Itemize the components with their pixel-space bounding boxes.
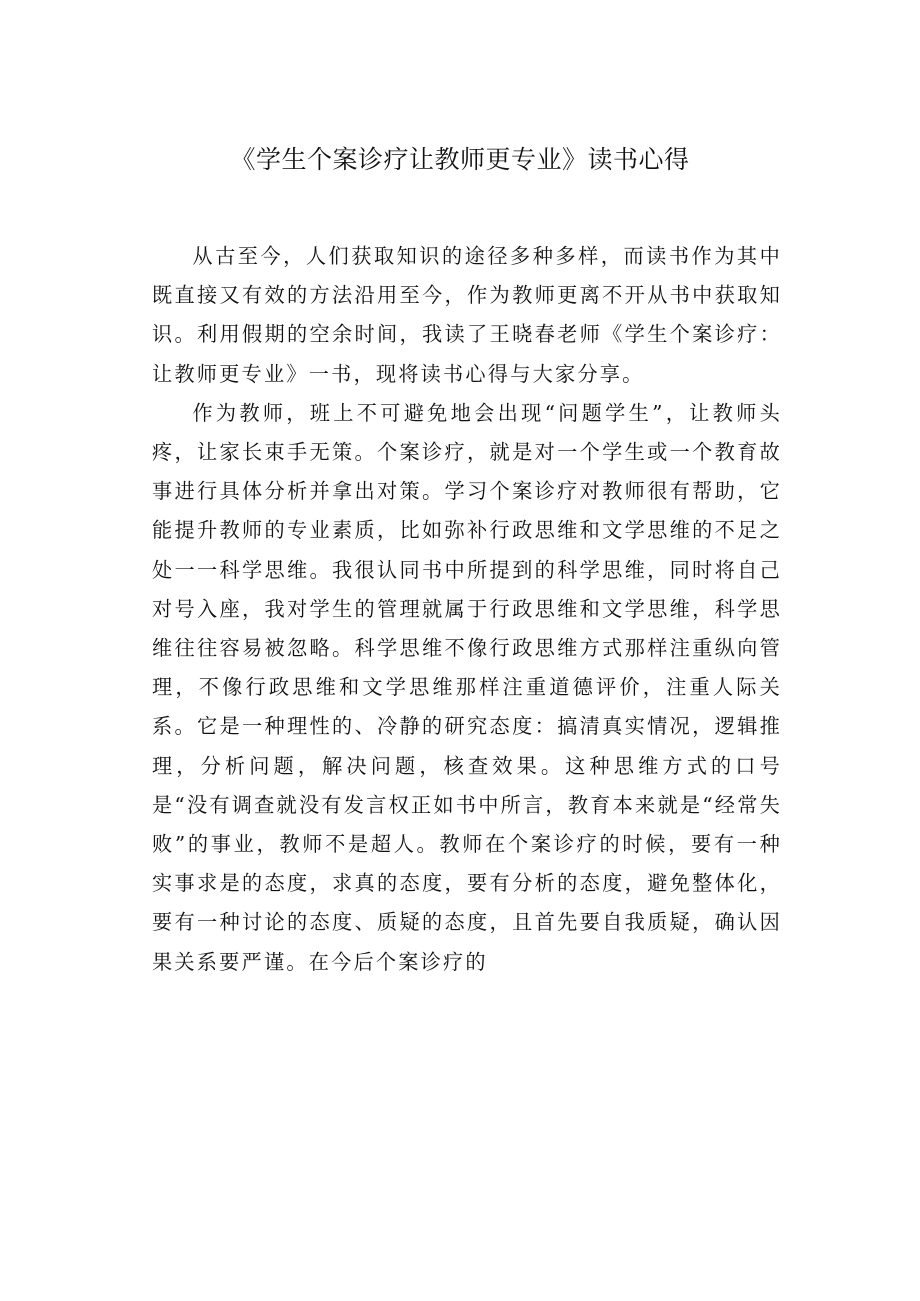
document-title: 《学生个案诊疗让教师更专业》读书心得 — [230, 145, 690, 174]
paragraph-intro: 从古至今，人们获取知识的途径多种多样，而读书作为其中既直接又有效的方法沿用至今，作为教师更离不开从书中获取知识。利用假期的空余时间，我读了王晓春老师《学生个案诊疗：让教师更专业》一书，现将读书心得与大家分享。 — [152, 244, 782, 386]
document-body — [152, 237, 782, 982]
paragraph-case-diagnosis: 作为教师，班上不可避免地会出现“问题学生”，让教师头疼，让家长束手无策。个案诊疗，就是对一个学生或一个教育故事进行具体分析并拿出对策。学习个案诊疗对教师很有帮助，它能提升教师的专业素质，比如弥补行政思维和文学思维的不足之处一一科学思维。我很认同书中所提到的科学思维，同时将自己对号入座，我对学生的管理就属于行政思维和文学思维，科学思维往往容易被忽略。科学思维不像行政思维方式那样注重纵向管理，不像行政思维和文学思维那样注重道德评价，注重人际关系。它是一种理性的、冷静的研究态度：搞清真实情况，逻辑推理，分析问题，解决问题，核查效果。这种思维方式的口号是“没有调查就没有发言权正如书中所言，教育本来就是“经常失败”的事业，教师不是超人。教师在个案诊疗的时候，要有一种实事求是的态度，求真的态度，要有分析的态度，避免整体化，要有一种讨论的态度、质疑的态度，且首先要自我质疑，确认因果关系要严谨。在今后个案诊疗的 — [152, 400, 783, 974]
